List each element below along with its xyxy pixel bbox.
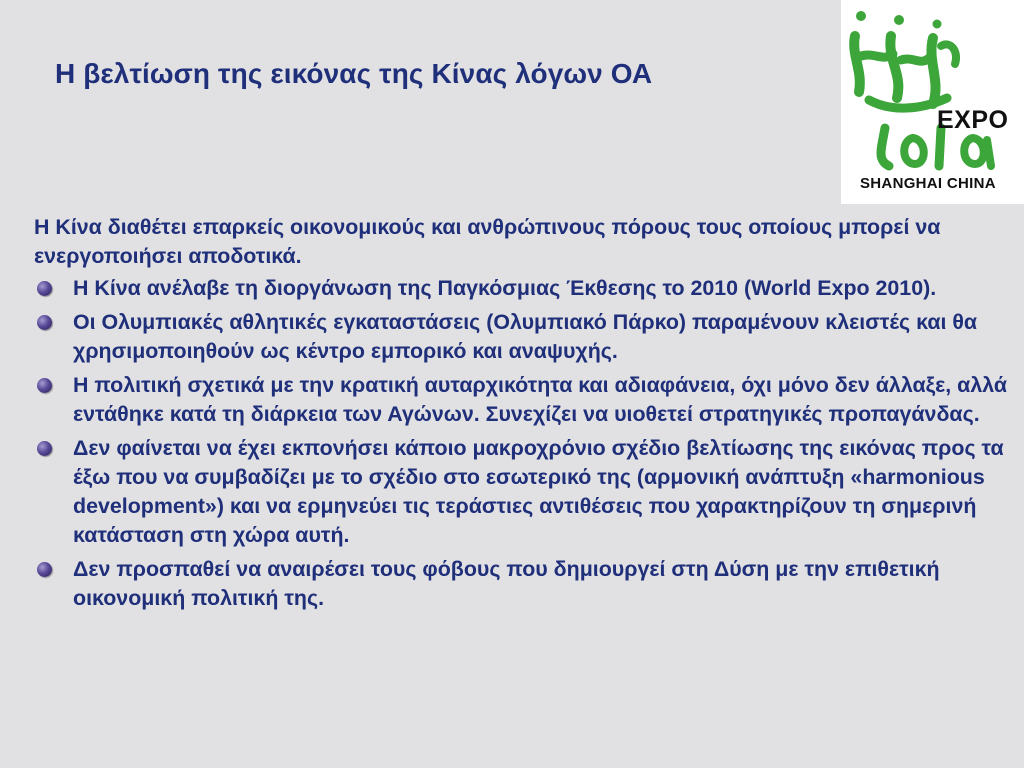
logo-expo-text: EXPO bbox=[937, 106, 1009, 134]
logo-city-text: SHANGHAI CHINA bbox=[860, 175, 996, 192]
bullet-item bbox=[34, 308, 1019, 366]
bullet-text: Δεν προσπαθεί να αναιρέσει τους φόβους που δημιουργεί στη Δύση με την επιθετική οικονομική πολιτική της. bbox=[73, 557, 940, 610]
bullet-item bbox=[34, 274, 1019, 303]
bullet-item bbox=[34, 434, 1019, 550]
bullet-sphere-icon bbox=[37, 562, 52, 577]
slide-title: Η βελτίωση της εικόνας της Κίνας λόγων ΟΑ bbox=[55, 58, 653, 89]
slide-body bbox=[34, 213, 1019, 618]
bullet-text: Οι Ολυμπιακές αθλητικές εγκαταστάσεις (Ολυμπιακό Πάρκο) παραμένουν κλειστές και θα χρησιμοποιηθούν ως κέντρο εμπορικό και αναψυχής. bbox=[73, 310, 978, 363]
expo-logo-mark-icon bbox=[841, 0, 1024, 204]
bullet-list bbox=[34, 274, 1019, 613]
intro-paragraph: Η Κίνα διαθέτει επαρκείς οικονομικούς και ανθρώπινους πόρους τους οποίους μπορεί να ενεργοποιήσει αποδοτικά. bbox=[34, 215, 941, 268]
bullet-sphere-icon bbox=[37, 315, 52, 330]
expo-logo bbox=[841, 0, 1024, 204]
bullet-item bbox=[34, 555, 1019, 613]
bullet-sphere-icon bbox=[37, 378, 52, 393]
bullet-text: Δεν φαίνεται να έχει εκπονήσει κάποιο μακροχρόνιο σχέδιο βελτίωσης της εικόνας προς τα έξω που να συμβαδίζει με το σχέδιο στο εσωτερικό της (αρμονική ανάπτυξη «harmonious development») και να ερμηνεύει τις τεράστιες αντιθέσεις που χαρακτηρίζουν τη σημερινή κατάσταση στη χώρα αυτή. bbox=[73, 436, 1004, 547]
bullet-text: Η πολιτική σχετικά με την κρατική αυταρχικότητα και αδιαφάνεια, όχι μόνο δεν άλλαξε, αλλά εντάθηκε κατά τη διάρκεια των Αγώνων. Συνεχίζει να υιοθετεί στρατηγικές προπαγάνδας. bbox=[73, 373, 1007, 426]
bullet-text: Η Κίνα ανέλαβε τη διοργάνωση της Παγκόσμιας Έκθεσης το 2010 (World Expo 2010). bbox=[73, 276, 937, 300]
bullet-sphere-icon bbox=[37, 281, 52, 296]
bullet-sphere-icon bbox=[37, 441, 52, 456]
bullet-item bbox=[34, 371, 1019, 429]
